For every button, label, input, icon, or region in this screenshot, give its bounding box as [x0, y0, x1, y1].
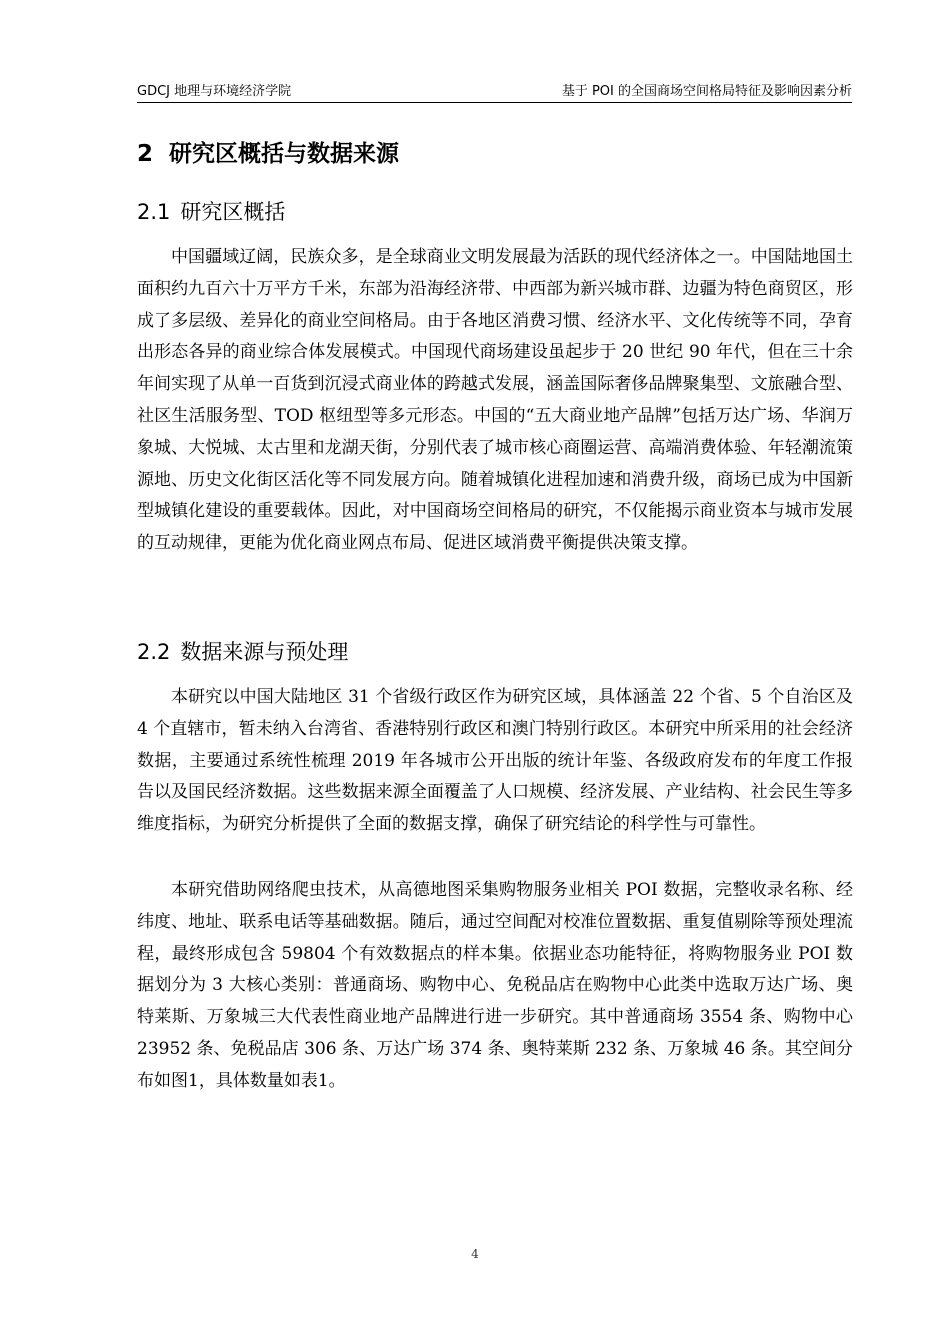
header-school: GDCJ 地理与环境经济学院 [137, 84, 292, 99]
paragraph-study-area: 中国疆域辽阔，民族众多，是全球商业文明发展最为活跃的现代经济体之一。中国陆地国土面积约九百六十万平方千米，东部为沿海经济带、中西部为新兴城市群、边疆为特色商贸区，形成了多层级、差异化的商业空间格局。由于各地区消费习惯、经济水平、文化传统等不同，孕育出形态各异的商业综合体发展模式。中国现代商场建设虽起步于 20 世纪 90 年代，但在三十余年间实现了从单一百货到沉浸式商业体的跨越式发展，涵盖国际奢侈品牌聚集型、文旅融合型、社区生活服务型、TOD 枢纽型等多元形态。中国的“五大商业地产品牌”包括万达广场、华润万象城、大悦城、太古里和龙湖天街，分别代表了城市核心商圈运营、高端消费体验、年轻潮流策源地、历史文化街区活化等不同发展方向。随着城镇化进程加速和消费升级，商场已成为中国新型城镇化建设的重要载体。因此，对中国商场空间格局的研究，不仅能揭示商业资本与城市发展的互动规律，更能为优化商业网点布局、促进区域消费平衡提供决策支撑。 [137, 247, 853, 554]
subsection-number: 2.1 [137, 200, 171, 224]
header-paper-title: 基于 POI 的全国商场空间格局特征及影响因素分析 [561, 84, 852, 99]
subsection-heading-2-1 [137, 197, 285, 227]
subsection-title: 研究区概括 [180, 200, 286, 224]
section-heading [137, 138, 399, 170]
section-number: 2 [137, 141, 154, 167]
subsection-heading-2-2 [137, 637, 348, 667]
running-header [137, 78, 852, 103]
subsection-number: 2.2 [137, 640, 171, 664]
paragraph-poi-processing: 本研究借助网络爬虫技术，从高德地图采集购物服务业相关 POI 数据，完整收录名称、经纬度、地址、联系电话等基础数据。随后，通过空间配对校准位置数据、重复值剔除等预处理流程，最终形成包含 59804 个有效数据点的样本集。依据业态功能特征，将购物服务业 POI 数据划分为 3 大核心类别：普通商场、购物中心、免税品店在购物中心此类中选取万达广场、奥特莱斯、万象城三大代表性商业地产品牌进行进一步研究。其中普通商场 3554 条、购物中心 23952 条、免税品店 306 条、万达广场 374 条、奥特莱斯 232 条、万象城 46 条。其空间分布如图1，具体数量如表1。 [137, 880, 853, 1091]
subsection-title: 数据来源与预处理 [180, 640, 349, 664]
paragraph-data-source: 本研究以中国大陆地区 31 个省级行政区作为研究区域，具体涵盖 22 个省、5 个自治区及 4 个直辖市，暂未纳入台湾省、香港特别行政区和澳门特别行政区。本研究中所采用的社会经济数据，主要通过系统性梳理 2019 年各城市公开出版的统计年鉴、各级政府发布的年度工作报告以及国民经济数据。这些数据来源全面覆盖了人口规模、经济发展、产业结构、社会民生等多维度指标，为研究分析提供了全面的数据支撑，确保了研究结论的科学性与可靠性。 [137, 687, 853, 835]
section-title: 研究区概括与数据来源 [169, 141, 400, 167]
page-number: 4 [471, 1247, 479, 1261]
